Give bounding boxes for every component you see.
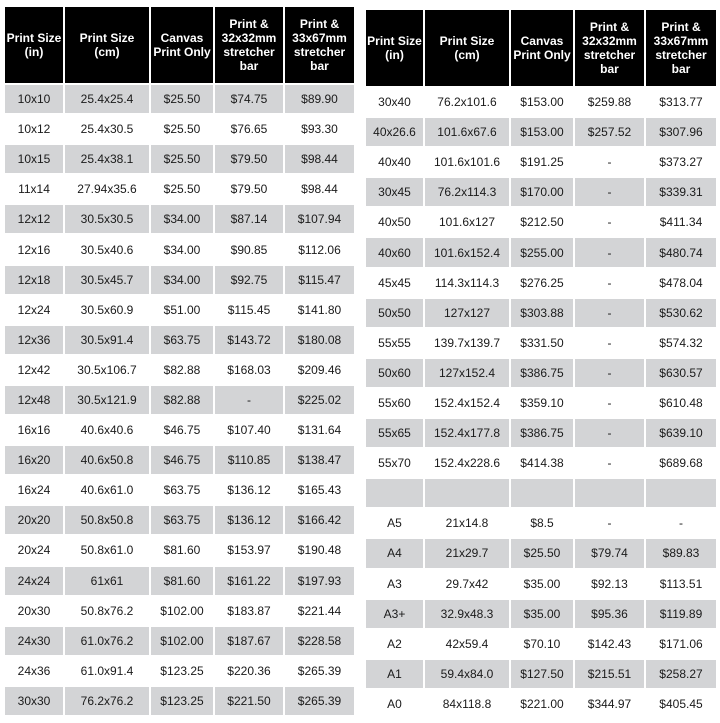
stretcher-33x67-price-cell: $530.62	[646, 299, 716, 327]
print-size-cm-cell: 101.6x101.6	[425, 148, 509, 176]
canvas-price-cell: $331.50	[511, 329, 573, 357]
table-row	[5, 356, 354, 384]
header-canvas-print-only: Canvas Print Only	[511, 10, 573, 86]
print-size-cm-cell: 127x127	[425, 299, 509, 327]
print-size-cm-cell: 50.8x76.2	[65, 597, 149, 625]
table-row	[366, 570, 716, 598]
print-size-cm-cell: 50.8x50.8	[65, 506, 149, 534]
canvas-price-cell: $8.5	[511, 509, 573, 537]
print-size-in-cell: 24x30	[5, 627, 63, 655]
canvas-price-cell: $34.00	[151, 266, 213, 294]
print-size-cm-cell: 30.5x30.5	[65, 205, 149, 233]
table-row	[366, 539, 716, 567]
canvas-price-cell: $255.00	[511, 238, 573, 266]
header-33x67-stretcher-bar: Print & 33x67mm stretcher bar	[285, 7, 354, 83]
table-row	[5, 296, 354, 324]
stretcher-33x67-price-cell: $115.47	[285, 266, 354, 294]
stretcher-32x32-price-cell: -	[575, 329, 644, 357]
stretcher-32x32-price-cell: -	[215, 386, 283, 414]
stretcher-33x67-price-cell: $373.27	[646, 148, 716, 176]
print-size-in-cell: 20x24	[5, 536, 63, 564]
print-size-cm-cell: 84x118.8	[425, 690, 509, 718]
stretcher-33x67-price-cell: $630.57	[646, 359, 716, 387]
print-size-cm-cell: 101.6x152.4	[425, 238, 509, 266]
print-size-cm-cell: 61.0x76.2	[65, 627, 149, 655]
canvas-price-cell: $170.00	[511, 178, 573, 206]
price-table-left	[3, 5, 356, 717]
stretcher-32x32-price-cell: $143.72	[215, 326, 283, 354]
header-33x67-stretcher-bar: Print & 33x67mm stretcher bar	[646, 10, 716, 86]
stretcher-33x67-price-cell: $639.10	[646, 419, 716, 447]
table-row	[366, 630, 716, 658]
table-row	[366, 600, 716, 628]
canvas-price-cell: $46.75	[151, 446, 213, 474]
table-row	[5, 627, 354, 655]
table-row	[5, 115, 354, 143]
canvas-price-cell: $34.00	[151, 205, 213, 233]
stretcher-33x67-price-cell: $131.64	[285, 416, 354, 444]
stretcher-33x67-price-cell: $141.80	[285, 296, 354, 324]
stretcher-32x32-price-cell: $110.85	[215, 446, 283, 474]
stretcher-33x67-price-cell: $228.58	[285, 627, 354, 655]
stretcher-33x67-price-cell: $98.44	[285, 175, 354, 203]
stretcher-32x32-price-cell: $79.74	[575, 539, 644, 567]
canvas-price-cell: $386.75	[511, 359, 573, 387]
print-size-cm-cell: 76.2x76.2	[65, 687, 149, 715]
stretcher-33x67-price-cell: $610.48	[646, 389, 716, 417]
canvas-price-cell: $35.00	[511, 600, 573, 628]
table-row	[366, 359, 716, 387]
canvas-price-cell: $81.60	[151, 567, 213, 595]
stretcher-32x32-price-cell: $187.67	[215, 627, 283, 655]
print-size-cm-cell: 76.2x101.6	[425, 88, 509, 116]
stretcher-32x32-price-cell: $220.36	[215, 657, 283, 685]
print-size-cm-cell: 30.5x91.4	[65, 326, 149, 354]
table-row	[5, 416, 354, 444]
header-print-size-cm: Print Size (cm)	[425, 10, 509, 86]
stretcher-33x67-price-cell: $89.83	[646, 539, 716, 567]
print-size-in-cell: A3	[366, 570, 423, 598]
stretcher-33x67-price-cell: $190.48	[285, 536, 354, 564]
table-row	[366, 269, 716, 297]
canvas-price-cell: $123.25	[151, 657, 213, 685]
canvas-price-cell: $303.88	[511, 299, 573, 327]
header-print-size-cm: Print Size (cm)	[65, 7, 149, 83]
stretcher-33x67-price-cell: $411.34	[646, 208, 716, 236]
canvas-price-cell: $153.00	[511, 88, 573, 116]
stretcher-33x67-price-cell: $112.06	[285, 235, 354, 263]
header-32x32-stretcher-bar: Print & 32x32mm stretcher bar	[575, 10, 644, 86]
stretcher-32x32-price-cell: $92.13	[575, 570, 644, 598]
stretcher-32x32-price-cell: -	[575, 178, 644, 206]
stretcher-32x32-price-cell: $76.65	[215, 115, 283, 143]
print-size-in-cell: 11x14	[5, 175, 63, 203]
print-size-cm-cell: 30.5x45.7	[65, 266, 149, 294]
stretcher-32x32-price-cell: $92.75	[215, 266, 283, 294]
stretcher-32x32-price-cell: $257.52	[575, 118, 644, 146]
print-size-in-cell	[366, 479, 423, 507]
print-size-in-cell: 30x45	[366, 178, 423, 206]
table-row	[5, 446, 354, 474]
print-size-in-cell: 12x48	[5, 386, 63, 414]
canvas-price-cell: $34.00	[151, 235, 213, 263]
header-32x32-stretcher-bar: Print & 32x32mm stretcher bar	[215, 7, 283, 83]
stretcher-33x67-price-cell: $197.93	[285, 567, 354, 595]
table-row	[366, 479, 716, 507]
stretcher-32x32-price-cell: -	[575, 389, 644, 417]
canvas-price-cell: $221.00	[511, 690, 573, 718]
print-size-in-cell: 12x12	[5, 205, 63, 233]
stretcher-32x32-price-cell: -	[575, 238, 644, 266]
print-size-in-cell: A1	[366, 660, 423, 688]
print-size-in-cell: 50x60	[366, 359, 423, 387]
table-row	[5, 597, 354, 625]
canvas-price-cell: $25.50	[151, 85, 213, 113]
print-size-cm-cell: 127x152.4	[425, 359, 509, 387]
stretcher-32x32-price-cell: $183.87	[215, 597, 283, 625]
table-row	[5, 205, 354, 233]
table-row	[366, 660, 716, 688]
print-size-in-cell: 12x42	[5, 356, 63, 384]
print-size-cm-cell: 30.5x40.6	[65, 235, 149, 263]
table-row	[5, 567, 354, 595]
print-size-in-cell: 45x45	[366, 269, 423, 297]
print-size-cm-cell: 101.6x127	[425, 208, 509, 236]
stretcher-32x32-price-cell: -	[575, 509, 644, 537]
stretcher-32x32-price-cell: -	[575, 208, 644, 236]
stretcher-32x32-price-cell: -	[575, 449, 644, 477]
print-size-cm-cell: 21x29.7	[425, 539, 509, 567]
print-size-in-cell: A4	[366, 539, 423, 567]
table-row	[5, 145, 354, 173]
stretcher-33x67-price-cell: $93.30	[285, 115, 354, 143]
table-row	[366, 690, 716, 718]
stretcher-32x32-price-cell: $107.40	[215, 416, 283, 444]
table-row	[5, 326, 354, 354]
stretcher-32x32-price-cell: $74.75	[215, 85, 283, 113]
canvas-price-cell: $102.00	[151, 627, 213, 655]
print-size-cm-cell: 40.6x50.8	[65, 446, 149, 474]
print-size-cm-cell	[425, 479, 509, 507]
print-size-cm-cell: 32.9x48.3	[425, 600, 509, 628]
table-row	[5, 687, 354, 715]
stretcher-33x67-price-cell: $265.39	[285, 657, 354, 685]
table-row	[366, 178, 716, 206]
stretcher-33x67-price-cell: $405.45	[646, 690, 716, 718]
stretcher-33x67-price-cell: $225.02	[285, 386, 354, 414]
header-row	[366, 10, 716, 86]
stretcher-33x67-price-cell: $313.77	[646, 88, 716, 116]
stretcher-33x67-price-cell: $98.44	[285, 145, 354, 173]
stretcher-33x67-price-cell: $258.27	[646, 660, 716, 688]
print-size-in-cell: 24x36	[5, 657, 63, 685]
print-size-in-cell: 10x10	[5, 85, 63, 113]
canvas-price-cell: $25.50	[151, 175, 213, 203]
print-size-cm-cell: 139.7x139.7	[425, 329, 509, 357]
canvas-price-cell: $276.25	[511, 269, 573, 297]
canvas-price-cell: $123.25	[151, 687, 213, 715]
print-size-in-cell: 16x24	[5, 476, 63, 504]
stretcher-32x32-price-cell: $115.45	[215, 296, 283, 324]
canvas-price-cell: $414.38	[511, 449, 573, 477]
canvas-price-cell: $35.00	[511, 570, 573, 598]
canvas-price-cell: $386.75	[511, 419, 573, 447]
canvas-price-cell: $63.75	[151, 476, 213, 504]
canvas-price-cell: $46.75	[151, 416, 213, 444]
print-size-in-cell: 12x16	[5, 235, 63, 263]
stretcher-33x67-price-cell: $221.44	[285, 597, 354, 625]
stretcher-32x32-price-cell: $136.12	[215, 506, 283, 534]
stretcher-33x67-price-cell: $107.94	[285, 205, 354, 233]
table-row	[366, 238, 716, 266]
print-size-cm-cell: 59.4x84.0	[425, 660, 509, 688]
stretcher-33x67-price-cell: $478.04	[646, 269, 716, 297]
stretcher-32x32-price-cell: $95.36	[575, 600, 644, 628]
canvas-price-cell: $70.10	[511, 630, 573, 658]
print-size-cm-cell: 40.6x61.0	[65, 476, 149, 504]
stretcher-33x67-price-cell: $689.68	[646, 449, 716, 477]
print-size-cm-cell: 25.4x38.1	[65, 145, 149, 173]
print-size-in-cell: 30x40	[366, 88, 423, 116]
stretcher-32x32-price-cell: -	[575, 419, 644, 447]
table-row	[366, 449, 716, 477]
print-size-in-cell: 40x40	[366, 148, 423, 176]
table-row	[5, 85, 354, 113]
print-size-cm-cell: 101.6x67.6	[425, 118, 509, 146]
print-size-in-cell: 55x55	[366, 329, 423, 357]
stretcher-33x67-price-cell: $480.74	[646, 238, 716, 266]
stretcher-33x67-price-cell: $307.96	[646, 118, 716, 146]
stretcher-32x32-price-cell: -	[575, 269, 644, 297]
stretcher-32x32-price-cell: $90.85	[215, 235, 283, 263]
stretcher-33x67-price-cell: -	[646, 509, 716, 537]
stretcher-33x67-price-cell: $119.89	[646, 600, 716, 628]
canvas-price-cell: $153.00	[511, 118, 573, 146]
stretcher-32x32-price-cell: $215.51	[575, 660, 644, 688]
print-size-cm-cell: 25.4x25.4	[65, 85, 149, 113]
stretcher-32x32-price-cell: $79.50	[215, 175, 283, 203]
print-size-cm-cell: 40.6x40.6	[65, 416, 149, 444]
print-size-cm-cell: 27.94x35.6	[65, 175, 149, 203]
canvas-price-cell: $82.88	[151, 386, 213, 414]
print-size-cm-cell: 61x61	[65, 567, 149, 595]
table-row	[366, 148, 716, 176]
header-print-size-in: Print Size (in)	[366, 10, 423, 86]
stretcher-33x67-price-cell: $339.31	[646, 178, 716, 206]
table-row	[5, 506, 354, 534]
print-size-in-cell: 24x24	[5, 567, 63, 595]
print-size-in-cell: 50x50	[366, 299, 423, 327]
canvas-price-cell: $191.25	[511, 148, 573, 176]
print-size-cm-cell: 21x14.8	[425, 509, 509, 537]
stretcher-32x32-price-cell: $259.88	[575, 88, 644, 116]
stretcher-32x32-price-cell: $87.14	[215, 205, 283, 233]
print-size-in-cell: 20x30	[5, 597, 63, 625]
print-size-cm-cell: 30.5x106.7	[65, 356, 149, 384]
stretcher-32x32-price-cell: -	[575, 299, 644, 327]
print-size-cm-cell: 42x59.4	[425, 630, 509, 658]
table-row	[366, 509, 716, 537]
stretcher-33x67-price-cell: $113.51	[646, 570, 716, 598]
canvas-price-cell: $102.00	[151, 597, 213, 625]
table-row	[366, 118, 716, 146]
print-size-in-cell: A3+	[366, 600, 423, 628]
table-row	[5, 657, 354, 685]
print-size-in-cell: A0	[366, 690, 423, 718]
canvas-price-cell: $25.50	[511, 539, 573, 567]
canvas-price-cell: $63.75	[151, 326, 213, 354]
print-size-in-cell: 10x15	[5, 145, 63, 173]
stretcher-33x67-price-cell: $89.90	[285, 85, 354, 113]
print-size-in-cell: 30x30	[5, 687, 63, 715]
table-row	[5, 476, 354, 504]
print-size-cm-cell: 25.4x30.5	[65, 115, 149, 143]
stretcher-32x32-price-cell	[575, 479, 644, 507]
print-size-in-cell: A5	[366, 509, 423, 537]
canvas-price-cell: $127.50	[511, 660, 573, 688]
print-size-cm-cell: 30.5x60.9	[65, 296, 149, 324]
print-size-in-cell: 12x36	[5, 326, 63, 354]
canvas-price-cell: $25.50	[151, 145, 213, 173]
print-size-in-cell: 40x50	[366, 208, 423, 236]
print-size-cm-cell: 29.7x42	[425, 570, 509, 598]
table-row	[366, 88, 716, 116]
canvas-price-cell: $81.60	[151, 536, 213, 564]
print-size-cm-cell: 30.5x121.9	[65, 386, 149, 414]
table-row	[5, 266, 354, 294]
stretcher-33x67-price-cell: $180.08	[285, 326, 354, 354]
print-size-in-cell: 40x26.6	[366, 118, 423, 146]
canvas-price-cell: $212.50	[511, 208, 573, 236]
stretcher-33x67-price-cell: $165.43	[285, 476, 354, 504]
table-row	[366, 329, 716, 357]
stretcher-33x67-price-cell: $138.47	[285, 446, 354, 474]
table-row	[366, 419, 716, 447]
print-size-in-cell: 12x24	[5, 296, 63, 324]
table-row	[366, 299, 716, 327]
stretcher-32x32-price-cell: $142.43	[575, 630, 644, 658]
stretcher-32x32-price-cell: -	[575, 359, 644, 387]
print-size-in-cell: 55x60	[366, 389, 423, 417]
print-size-cm-cell: 152.4x152.4	[425, 389, 509, 417]
stretcher-33x67-price-cell: $171.06	[646, 630, 716, 658]
print-size-in-cell: 12x18	[5, 266, 63, 294]
print-size-cm-cell: 152.4x228.6	[425, 449, 509, 477]
print-size-in-cell: A2	[366, 630, 423, 658]
print-size-in-cell: 16x20	[5, 446, 63, 474]
stretcher-32x32-price-cell: $168.03	[215, 356, 283, 384]
print-size-in-cell: 55x65	[366, 419, 423, 447]
table-row	[5, 175, 354, 203]
canvas-price-cell: $359.10	[511, 389, 573, 417]
header-print-size-in: Print Size (in)	[5, 7, 63, 83]
print-size-cm-cell: 50.8x61.0	[65, 536, 149, 564]
canvas-price-cell: $63.75	[151, 506, 213, 534]
print-size-cm-cell: 76.2x114.3	[425, 178, 509, 206]
stretcher-33x67-price-cell: $166.42	[285, 506, 354, 534]
stretcher-32x32-price-cell: $161.22	[215, 567, 283, 595]
stretcher-32x32-price-cell: $221.50	[215, 687, 283, 715]
print-size-in-cell: 55x70	[366, 449, 423, 477]
stretcher-32x32-price-cell: $79.50	[215, 145, 283, 173]
canvas-price-cell: $82.88	[151, 356, 213, 384]
stretcher-33x67-price-cell: $574.32	[646, 329, 716, 357]
print-size-in-cell: 40x60	[366, 238, 423, 266]
print-size-cm-cell: 152.4x177.8	[425, 419, 509, 447]
print-size-cm-cell: 61.0x91.4	[65, 657, 149, 685]
price-table-right	[364, 8, 718, 720]
table-row	[366, 389, 716, 417]
header-row	[5, 7, 354, 83]
stretcher-32x32-price-cell: $344.97	[575, 690, 644, 718]
table-row	[5, 386, 354, 414]
canvas-price-cell	[511, 479, 573, 507]
canvas-price-cell: $25.50	[151, 115, 213, 143]
stretcher-33x67-price-cell: $209.46	[285, 356, 354, 384]
print-size-cm-cell: 114.3x114.3	[425, 269, 509, 297]
stretcher-32x32-price-cell: $136.12	[215, 476, 283, 504]
table-row	[366, 208, 716, 236]
stretcher-32x32-price-cell: $153.97	[215, 536, 283, 564]
print-size-in-cell: 16x16	[5, 416, 63, 444]
stretcher-32x32-price-cell: -	[575, 148, 644, 176]
table-row	[5, 536, 354, 564]
table-row	[5, 235, 354, 263]
header-canvas-print-only: Canvas Print Only	[151, 7, 213, 83]
print-size-in-cell: 20x20	[5, 506, 63, 534]
print-size-in-cell: 10x12	[5, 115, 63, 143]
stretcher-33x67-price-cell: $265.39	[285, 687, 354, 715]
canvas-price-cell: $51.00	[151, 296, 213, 324]
stretcher-33x67-price-cell	[646, 479, 716, 507]
